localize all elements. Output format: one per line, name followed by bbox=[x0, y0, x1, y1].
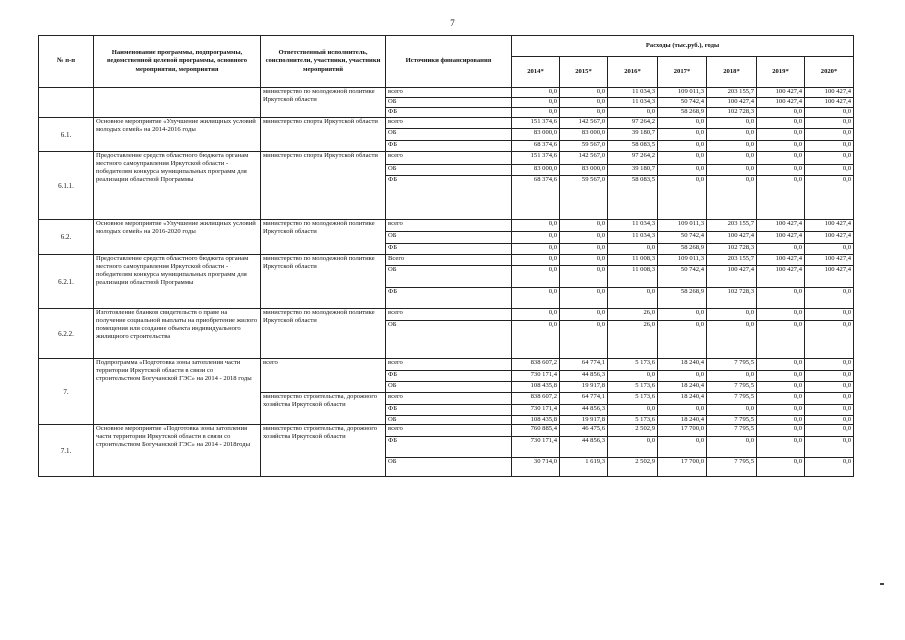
amount-cell: 58 268,9 bbox=[658, 288, 707, 309]
amount-cell: 151 374,6 bbox=[512, 118, 560, 129]
amount-cell: 0,0 bbox=[560, 288, 608, 309]
amount-cell: 0,0 bbox=[805, 129, 854, 141]
table-row bbox=[39, 220, 854, 232]
amount-cell: 100 427,4 bbox=[757, 88, 805, 98]
row-code: 7.1. bbox=[39, 425, 94, 477]
amount-cell: 0,0 bbox=[512, 98, 560, 108]
amount-cell: 0,0 bbox=[658, 118, 707, 129]
amount-cell: 0,0 bbox=[658, 141, 707, 152]
row-executor: министерство по молодежной политике Иркутской области bbox=[261, 309, 386, 359]
amount-cell: 0,0 bbox=[512, 244, 560, 255]
funding-source: ФБ bbox=[386, 141, 512, 152]
amount-cell: 0,0 bbox=[757, 309, 805, 321]
amount-cell: 18 240,4 bbox=[658, 393, 707, 405]
funding-source: всего bbox=[386, 118, 512, 129]
header-year: 2014* bbox=[512, 57, 560, 88]
amount-cell: 97 264,2 bbox=[608, 152, 658, 165]
amount-cell: 5 173,6 bbox=[608, 416, 658, 425]
amount-cell: 730 171,4 bbox=[512, 371, 560, 382]
funding-source: всего bbox=[386, 152, 512, 165]
amount-cell: 0,0 bbox=[608, 108, 658, 118]
amount-cell: 18 240,4 bbox=[658, 416, 707, 425]
amount-cell: 0,0 bbox=[805, 244, 854, 255]
funding-source: ФБ bbox=[386, 405, 512, 416]
amount-cell: 0,0 bbox=[805, 393, 854, 405]
amount-cell: 0,0 bbox=[512, 232, 560, 244]
amount-cell: 0,0 bbox=[757, 405, 805, 416]
row-executor: министерство строительства, дорожного хозяйства Иркутской области bbox=[261, 393, 386, 425]
amount-cell: 0,0 bbox=[757, 359, 805, 371]
amount-cell: 0,0 bbox=[805, 405, 854, 416]
row-name: Изготовление бланков свидетельств о праве на получение социальной выплаты на приобретение жилого помещения или создание объекта индивидуального жилищного строительства bbox=[94, 309, 261, 359]
row-name bbox=[94, 88, 261, 118]
amount-cell: 0,0 bbox=[560, 220, 608, 232]
amount-cell: 19 917,8 bbox=[560, 382, 608, 393]
amount-cell: 5 173,6 bbox=[608, 359, 658, 371]
amount-cell: 0,0 bbox=[512, 288, 560, 309]
amount-cell: 109 011,3 bbox=[658, 255, 707, 266]
amount-cell: 44 856,3 bbox=[560, 405, 608, 416]
amount-cell: 0,0 bbox=[805, 309, 854, 321]
header-year: 2018* bbox=[707, 57, 757, 88]
amount-cell: 0,0 bbox=[608, 244, 658, 255]
amount-cell: 5 173,6 bbox=[608, 382, 658, 393]
amount-cell: 0,0 bbox=[560, 244, 608, 255]
row-executor: министерство спорта Иркутской области bbox=[261, 118, 386, 152]
amount-cell: 0,0 bbox=[707, 129, 757, 141]
funding-source: ОБ bbox=[386, 129, 512, 141]
amount-cell: 19 917,8 bbox=[560, 416, 608, 425]
amount-cell: 203 155,7 bbox=[707, 220, 757, 232]
row-code: 6.1. bbox=[39, 118, 94, 152]
amount-cell: 0,0 bbox=[658, 165, 707, 176]
amount-cell: 59 567,0 bbox=[560, 176, 608, 220]
table-row bbox=[39, 118, 854, 129]
amount-cell: 0,0 bbox=[805, 321, 854, 359]
amount-cell: 100 427,4 bbox=[805, 255, 854, 266]
amount-cell: 11 034,3 bbox=[608, 88, 658, 98]
amount-cell: 142 567,0 bbox=[560, 118, 608, 129]
header-source: Источники финансирования bbox=[386, 36, 512, 88]
funding-source: ФБ bbox=[386, 176, 512, 220]
amount-cell: 838 607,2 bbox=[512, 359, 560, 371]
amount-cell: 0,0 bbox=[707, 437, 757, 458]
amount-cell: 5 173,6 bbox=[608, 393, 658, 405]
row-code: 6.2.1. bbox=[39, 255, 94, 309]
amount-cell: 0,0 bbox=[805, 371, 854, 382]
row-name: Основное мероприятие «Улучшение жилищных условий молодых семей» на 2014-2016 годы bbox=[94, 118, 261, 152]
amount-cell: 0,0 bbox=[512, 266, 560, 288]
amount-cell: 0,0 bbox=[560, 266, 608, 288]
amount-cell: 102 728,3 bbox=[707, 244, 757, 255]
amount-cell: 0,0 bbox=[805, 425, 854, 437]
amount-cell: 0,0 bbox=[805, 359, 854, 371]
amount-cell: 11 034,3 bbox=[608, 220, 658, 232]
amount-cell: 11 034,3 bbox=[608, 98, 658, 108]
amount-cell: 0,0 bbox=[707, 152, 757, 165]
header-num: № п-п bbox=[39, 36, 94, 88]
amount-cell: 0,0 bbox=[757, 393, 805, 405]
amount-cell: 0,0 bbox=[560, 98, 608, 108]
amount-cell: 64 774,1 bbox=[560, 359, 608, 371]
amount-cell: 97 264,2 bbox=[608, 118, 658, 129]
amount-cell: 0,0 bbox=[757, 425, 805, 437]
amount-cell: 0,0 bbox=[707, 118, 757, 129]
amount-cell: 0,0 bbox=[512, 108, 560, 118]
amount-cell: 0,0 bbox=[560, 255, 608, 266]
funding-source: ФБ bbox=[386, 244, 512, 255]
funding-source: всего bbox=[386, 359, 512, 371]
amount-cell: 7 795,5 bbox=[707, 382, 757, 393]
header-executor: Ответственный исполнитель, соисполнители, участники, участники мероприятий bbox=[261, 36, 386, 88]
funding-source: всего bbox=[386, 88, 512, 98]
page-number: 7 bbox=[450, 18, 455, 28]
amount-cell: 0,0 bbox=[658, 371, 707, 382]
amount-cell: 0,0 bbox=[757, 371, 805, 382]
amount-cell: 0,0 bbox=[805, 382, 854, 393]
funding-source: Всего bbox=[386, 255, 512, 266]
amount-cell: 7 795,5 bbox=[707, 359, 757, 371]
amount-cell: 0,0 bbox=[658, 309, 707, 321]
amount-cell: 58 268,9 bbox=[658, 108, 707, 118]
amount-cell: 0,0 bbox=[805, 108, 854, 118]
amount-cell: 7 795,5 bbox=[707, 458, 757, 477]
amount-cell: 0,0 bbox=[757, 437, 805, 458]
amount-cell: 730 171,4 bbox=[512, 437, 560, 458]
amount-cell: 0,0 bbox=[757, 176, 805, 220]
amount-cell: 26,0 bbox=[608, 321, 658, 359]
amount-cell: 1 619,3 bbox=[560, 458, 608, 477]
amount-cell: 100 427,4 bbox=[707, 266, 757, 288]
amount-cell: 0,0 bbox=[757, 118, 805, 129]
scan-mark bbox=[880, 583, 884, 585]
row-executor: министерство спорта Иркутской области bbox=[261, 152, 386, 220]
amount-cell: 46 475,6 bbox=[560, 425, 608, 437]
table-row bbox=[39, 152, 854, 165]
header-expenses: Расходы (тыс.руб.), годы bbox=[512, 36, 854, 57]
amount-cell: 108 435,8 bbox=[512, 382, 560, 393]
row-code: 7. bbox=[39, 359, 94, 425]
amount-cell: 68 374,6 bbox=[512, 141, 560, 152]
amount-cell: 0,0 bbox=[707, 309, 757, 321]
row-executor: министерство по молодежной политике Иркутской области bbox=[261, 220, 386, 255]
amount-cell: 0,0 bbox=[608, 371, 658, 382]
row-name: Основное мероприятие «Улучшение жилищных условий молодых семей» на 2016-2020 годы bbox=[94, 220, 261, 255]
amount-cell: 50 742,4 bbox=[658, 266, 707, 288]
amount-cell: 100 427,4 bbox=[757, 220, 805, 232]
amount-cell: 58 268,9 bbox=[658, 244, 707, 255]
funding-source: всего bbox=[386, 425, 512, 437]
amount-cell: 0,0 bbox=[805, 416, 854, 425]
funding-source: ОБ bbox=[386, 266, 512, 288]
funding-source: всего bbox=[386, 393, 512, 405]
amount-cell: 0,0 bbox=[805, 176, 854, 220]
amount-cell: 0,0 bbox=[707, 165, 757, 176]
amount-cell: 0,0 bbox=[757, 141, 805, 152]
row-code: 6.1.1. bbox=[39, 152, 94, 220]
amount-cell: 730 171,4 bbox=[512, 405, 560, 416]
funding-source: ОБ bbox=[386, 416, 512, 425]
amount-cell: 58 083,5 bbox=[608, 176, 658, 220]
amount-cell: 0,0 bbox=[805, 141, 854, 152]
row-executor: министерство по молодежной политике Иркутской области bbox=[261, 88, 386, 118]
amount-cell: 44 856,3 bbox=[560, 371, 608, 382]
amount-cell: 83 000,0 bbox=[512, 129, 560, 141]
amount-cell: 83 000,0 bbox=[560, 129, 608, 141]
row-name: Подпрограмма «Подготовка зоны затопления части территории Иркутской области в связи со строительством Богучанской ГЭС» на 2014 - 2018 годы bbox=[94, 359, 261, 425]
expenses-table bbox=[38, 35, 854, 477]
amount-cell: 0,0 bbox=[805, 152, 854, 165]
amount-cell: 100 427,4 bbox=[757, 232, 805, 244]
funding-source: ОБ bbox=[386, 232, 512, 244]
amount-cell: 0,0 bbox=[658, 321, 707, 359]
row-executor: всего bbox=[261, 359, 386, 393]
amount-cell: 58 083,5 bbox=[608, 141, 658, 152]
funding-source: ФБ bbox=[386, 437, 512, 458]
amount-cell: 0,0 bbox=[608, 437, 658, 458]
amount-cell: 0,0 bbox=[757, 244, 805, 255]
amount-cell: 0,0 bbox=[658, 152, 707, 165]
amount-cell: 68 374,6 bbox=[512, 176, 560, 220]
amount-cell: 64 774,1 bbox=[560, 393, 608, 405]
amount-cell: 30 714,0 bbox=[512, 458, 560, 477]
amount-cell: 0,0 bbox=[560, 232, 608, 244]
amount-cell: 100 427,4 bbox=[805, 266, 854, 288]
amount-cell: 760 885,4 bbox=[512, 425, 560, 437]
funding-source: ФБ bbox=[386, 288, 512, 309]
amount-cell: 0,0 bbox=[757, 321, 805, 359]
amount-cell: 0,0 bbox=[707, 405, 757, 416]
amount-cell: 100 427,4 bbox=[805, 88, 854, 98]
funding-source: ФБ bbox=[386, 371, 512, 382]
funding-source: ОБ bbox=[386, 165, 512, 176]
amount-cell: 203 155,7 bbox=[707, 255, 757, 266]
amount-cell: 11 008,3 bbox=[608, 255, 658, 266]
amount-cell: 838 607,2 bbox=[512, 393, 560, 405]
amount-cell: 0,0 bbox=[512, 321, 560, 359]
amount-cell: 0,0 bbox=[757, 458, 805, 477]
amount-cell: 0,0 bbox=[707, 371, 757, 382]
funding-source: ОБ bbox=[386, 321, 512, 359]
amount-cell: 151 374,6 bbox=[512, 152, 560, 165]
header-year: 2019* bbox=[757, 57, 805, 88]
table-row bbox=[39, 255, 854, 266]
amount-cell: 109 011,3 bbox=[658, 88, 707, 98]
amount-cell: 0,0 bbox=[757, 152, 805, 165]
amount-cell: 11 008,3 bbox=[608, 266, 658, 288]
header-year: 2015* bbox=[560, 57, 608, 88]
amount-cell: 0,0 bbox=[805, 458, 854, 477]
row-name: Предоставление средств областного бюджета органам местного самоуправления Иркутской области - победителям конкурса муниципальных программ для реализации областной Программы bbox=[94, 255, 261, 309]
amount-cell: 39 180,7 bbox=[608, 129, 658, 141]
amount-cell: 17 700,0 bbox=[658, 458, 707, 477]
amount-cell: 0,0 bbox=[707, 321, 757, 359]
amount-cell: 0,0 bbox=[805, 437, 854, 458]
amount-cell: 0,0 bbox=[757, 165, 805, 176]
amount-cell: 100 427,4 bbox=[805, 98, 854, 108]
amount-cell: 203 155,7 bbox=[707, 88, 757, 98]
amount-cell: 0,0 bbox=[757, 288, 805, 309]
amount-cell: 59 567,0 bbox=[560, 141, 608, 152]
amount-cell: 100 427,4 bbox=[757, 98, 805, 108]
funding-source: ОБ bbox=[386, 382, 512, 393]
amount-cell: 50 742,4 bbox=[658, 232, 707, 244]
amount-cell: 18 240,4 bbox=[658, 359, 707, 371]
header-year: 2020* bbox=[805, 57, 854, 88]
amount-cell: 0,0 bbox=[805, 288, 854, 309]
header-year: 2016* bbox=[608, 57, 658, 88]
table-body bbox=[39, 88, 854, 477]
amount-cell: 0,0 bbox=[757, 382, 805, 393]
amount-cell: 0,0 bbox=[658, 405, 707, 416]
table-row bbox=[39, 309, 854, 321]
amount-cell: 100 427,4 bbox=[757, 266, 805, 288]
header-name: Наименование программы, подпрограммы, ведомственной целевой программы, основного мероприятия, мероприятия bbox=[94, 36, 261, 88]
row-code: 6.2. bbox=[39, 220, 94, 255]
amount-cell: 100 427,4 bbox=[757, 255, 805, 266]
amount-cell: 0,0 bbox=[707, 176, 757, 220]
amount-cell: 0,0 bbox=[512, 220, 560, 232]
amount-cell: 0,0 bbox=[805, 165, 854, 176]
table-row bbox=[39, 425, 854, 437]
amount-cell: 26,0 bbox=[608, 309, 658, 321]
amount-cell: 0,0 bbox=[707, 141, 757, 152]
amount-cell: 0,0 bbox=[512, 309, 560, 321]
amount-cell: 2 502,9 bbox=[608, 425, 658, 437]
funding-source: всего bbox=[386, 220, 512, 232]
amount-cell: 0,0 bbox=[757, 416, 805, 425]
row-code bbox=[39, 88, 94, 118]
amount-cell: 142 567,0 bbox=[560, 152, 608, 165]
amount-cell: 102 728,3 bbox=[707, 108, 757, 118]
funding-source: всего bbox=[386, 309, 512, 321]
amount-cell: 0,0 bbox=[608, 288, 658, 309]
amount-cell: 100 427,4 bbox=[707, 98, 757, 108]
funding-source: ОБ bbox=[386, 458, 512, 477]
amount-cell: 83 000,0 bbox=[560, 165, 608, 176]
amount-cell: 0,0 bbox=[560, 321, 608, 359]
amount-cell: 0,0 bbox=[658, 437, 707, 458]
row-executor: министерство по молодежной политике Иркутской области bbox=[261, 255, 386, 309]
row-name: Предоставление средств областного бюджета органам местного самоуправления Иркутской области - победителям конкурса муниципальных программ для реализации областной Программы bbox=[94, 152, 261, 220]
amount-cell: 2 502,9 bbox=[608, 458, 658, 477]
amount-cell: 0,0 bbox=[658, 176, 707, 220]
row-code: 6.2.2. bbox=[39, 309, 94, 359]
amount-cell: 108 435,8 bbox=[512, 416, 560, 425]
amount-cell: 7 795,5 bbox=[707, 425, 757, 437]
row-name: Основное мероприятие «Подготовка зоны затопления части территории Иркутской области в связи со строительством Богучанской ГЭС» на 2014 - 2018годы bbox=[94, 425, 261, 477]
table-row bbox=[39, 359, 854, 371]
header-year: 2017* bbox=[658, 57, 707, 88]
amount-cell: 18 240,4 bbox=[658, 382, 707, 393]
amount-cell: 0,0 bbox=[658, 129, 707, 141]
amount-cell: 11 034,3 bbox=[608, 232, 658, 244]
amount-cell: 50 742,4 bbox=[658, 98, 707, 108]
amount-cell: 100 427,4 bbox=[707, 232, 757, 244]
amount-cell: 17 700,0 bbox=[658, 425, 707, 437]
amount-cell: 100 427,4 bbox=[805, 232, 854, 244]
amount-cell: 7 795,5 bbox=[707, 393, 757, 405]
amount-cell: 0,0 bbox=[560, 108, 608, 118]
amount-cell: 0,0 bbox=[560, 88, 608, 98]
funding-source: ФБ bbox=[386, 108, 512, 118]
amount-cell: 44 856,3 bbox=[560, 437, 608, 458]
amount-cell: 0,0 bbox=[512, 255, 560, 266]
amount-cell: 7 795,5 bbox=[707, 416, 757, 425]
amount-cell: 0,0 bbox=[608, 405, 658, 416]
amount-cell: 0,0 bbox=[757, 108, 805, 118]
amount-cell: 100 427,4 bbox=[805, 220, 854, 232]
amount-cell: 39 180,7 bbox=[608, 165, 658, 176]
amount-cell: 83 000,0 bbox=[512, 165, 560, 176]
table-row bbox=[39, 88, 854, 98]
amount-cell: 0,0 bbox=[757, 129, 805, 141]
amount-cell: 109 011,3 bbox=[658, 220, 707, 232]
row-executor: министерство строительства, дорожного хозяйства Иркутской области bbox=[261, 425, 386, 477]
funding-source: ОБ bbox=[386, 98, 512, 108]
amount-cell: 0,0 bbox=[512, 88, 560, 98]
amount-cell: 0,0 bbox=[560, 309, 608, 321]
amount-cell: 102 728,3 bbox=[707, 288, 757, 309]
amount-cell: 0,0 bbox=[805, 118, 854, 129]
